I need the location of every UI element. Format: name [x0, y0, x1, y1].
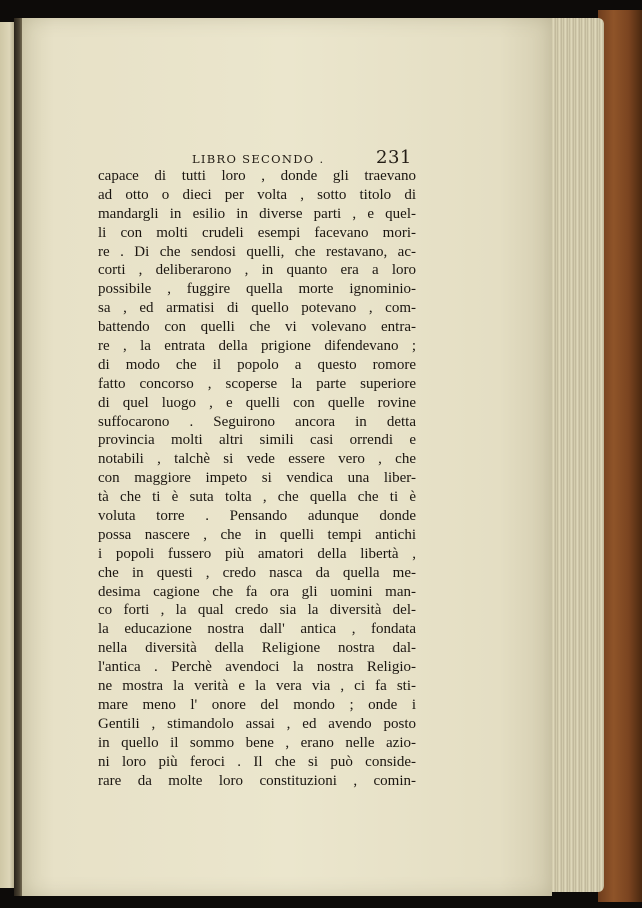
- text-line: re . Di che sendosi quelli, che restavano, ac-: [98, 243, 416, 260]
- running-head-title: LIBRO SECONDO .: [192, 152, 325, 166]
- text-line: possibile , fuggire quella morte ignominio-: [98, 281, 416, 298]
- text-line: re , la entrata della prigione difendevano ;: [98, 338, 416, 355]
- text-line: notabili , talchè si vede essere vero , che: [98, 451, 416, 468]
- text-line: co forti , la qual credo sia la diversità del-: [98, 602, 416, 619]
- text-line: mare meno l' onore del mondo ; onde i: [98, 696, 416, 713]
- book-page: [22, 18, 552, 896]
- text-line: rare da molte loro constituzioni , comin-: [98, 772, 416, 789]
- text-line: di quel luogo , e quelli con quelle rovine: [98, 394, 416, 411]
- text-line: sa , ed armatisi di quello potevano , com-: [98, 300, 416, 317]
- text-line: voluta torre . Pensando adunque donde: [98, 508, 416, 525]
- text-line: ad otto o dieci per volta , sotto titolo di: [98, 186, 416, 203]
- text-line: di modo che il popolo a questo romore: [98, 356, 416, 373]
- text-line: in quello il sommo bene , erano nelle azio-: [98, 734, 416, 751]
- text-line: ne mostra la verità e la vera via , ci fa sti-: [98, 678, 416, 695]
- page-number: 231: [376, 147, 412, 168]
- text-line: suffocarono . Seguirono ancora in detta: [98, 413, 416, 430]
- text-line: tà che ti è suta tolta , che quella che ti è: [98, 489, 416, 506]
- text-line: che in questi , credo nasca da quella me-: [98, 564, 416, 581]
- text-line: provincia molti altri simili casi orrendi e: [98, 432, 416, 449]
- text-line: capace di tutti loro , donde gli traevano: [98, 168, 416, 184]
- text-line: con maggiore impeto si vendica una liber-: [98, 470, 416, 487]
- text-line: desima cagione che fa ora gli uomini man-: [98, 583, 416, 600]
- text-line: l'antica . Perchè avendoci la nostra Religio-: [98, 659, 416, 676]
- text-line: fatto concorso , scoperse la parte superiore: [98, 375, 416, 392]
- body-text: [98, 167, 416, 790]
- text-line: mandargli in esilio in diverse parti , e quel-: [98, 205, 416, 222]
- leather-cover: [598, 10, 642, 902]
- text-line: i popoli fussero più amatori della libertà ,: [98, 545, 416, 562]
- text-line: li con molti crudeli esempi facevano mori-: [98, 224, 416, 241]
- text-line: corti , deliberarono , in quanto era a loro: [98, 262, 416, 279]
- text-line: Gentili , stimandolo assai , ed avendo posto: [98, 715, 416, 732]
- text-line: nella diversità della Religione nostra dal-: [98, 640, 416, 657]
- text-line: battendo con quelli che vi volevano entra-: [98, 319, 416, 336]
- text-line: la educazione nostra dall' antica , fondata: [98, 621, 416, 638]
- text-line: possa nascere , che in quelli tempi antichi: [98, 526, 416, 543]
- text-line: ni loro più feroci . Il che si può conside-: [98, 753, 416, 770]
